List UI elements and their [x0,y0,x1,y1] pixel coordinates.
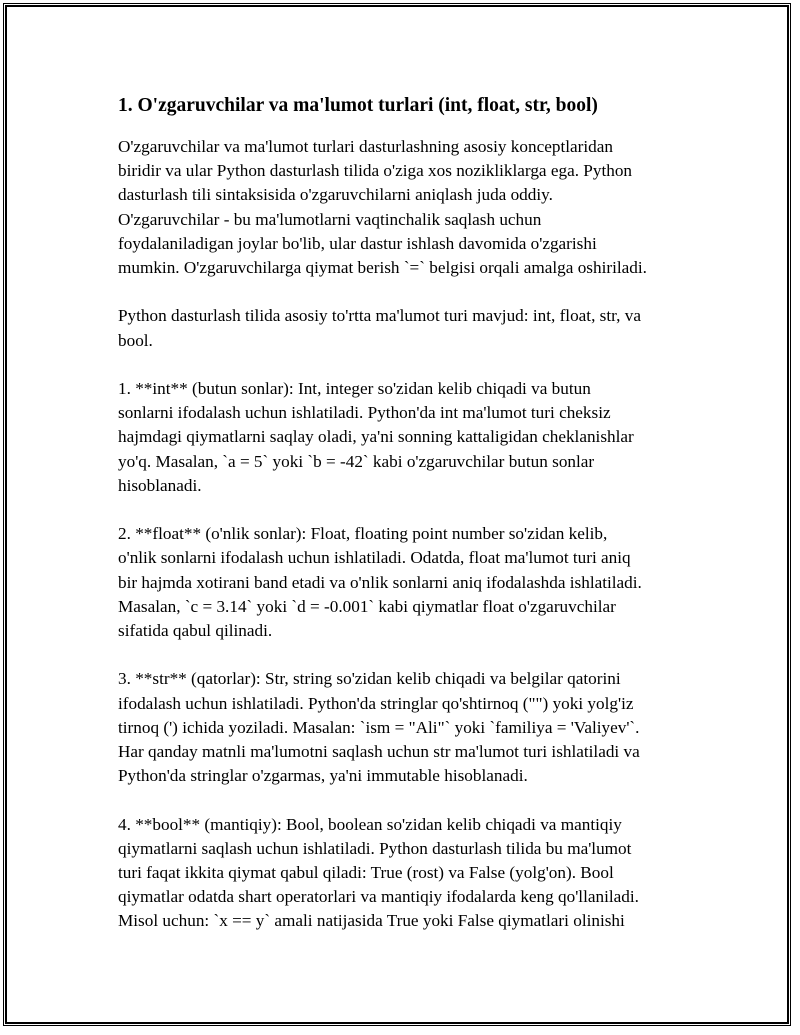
paragraph-line: turi faqat ikkita qiymat qabul qiladi: True (rost) va False (yolg'on). Bool [118,863,614,883]
document-body [118,93,698,958]
paragraph-types-overview [118,304,698,352]
paragraph-line: Python dasturlash tilida asosiy to'rtta ma'lumot turi mavjud: int, float, str, va [118,306,641,326]
paragraph-line: qiymatlarni saqlash uchun ishlatiladi. Python dasturlash tilida bu ma'lumot [118,838,632,858]
paragraph-int [118,377,698,498]
paragraph-line: yo'q. Masalan, `a = 5` yoki `b = -42` kabi o'zgaruvchilar butun sonlar [118,451,595,471]
paragraph-line: 1. **int** (butun sonlar): Int, integer so'zidan kelib chiqadi va butun [118,379,591,398]
paragraph-line: Misol uchun: `x == y` amali natijasida True yoki False qiymatlari olinishi [118,911,625,931]
paragraph-line: 4. **bool** (mantiqiy): Bool, boolean so'zidan kelib chiqadi va mantiqiy [118,814,622,834]
paragraph-line: mumkin. O'zgaruvchilarga qiymat berish `=` belgisi orqali amalga oshiriladi. [118,258,647,278]
paragraph-line: o'nlik sonlarni ifodalash uchun ishlatiladi. Odatda, float ma'lumot turi aniq [118,548,631,568]
paragraph-line: O'zgaruvchilar va ma'lumot turlari dasturlashning asosiy konceptlaridan [118,137,613,156]
paragraph-intro [118,135,698,280]
paragraph-line: O'zgaruvchilar - bu ma'lumotlarni vaqtinchalik saqlash uchun [118,209,542,229]
paragraph-line: ifodalash uchun ishlatiladi. Python'da stringlar qo'shtirnoq ("") yoki yolg'iz [118,693,634,713]
paragraph-str [118,667,698,788]
paragraph-line: Masalan, `c = 3.14` yoki `d = -0.001` kabi qiymatlar float o'zgaruvchilar [118,596,616,616]
paragraph-line: hajmdagi qiymatlarni saqlay oladi, ya'ni sonning kattaligidan cheklanishlar [118,427,634,447]
paragraph-line: qiymatlar odatda shart operatorlari va mantiqiy ifodalarda keng qo'llaniladi. [118,887,639,907]
paragraph-line: 3. **str** (qatorlar): Str, string so'zidan kelib chiqadi va belgilar qatorini [118,669,621,689]
paragraph-line: bir hajmda xotirani band etadi va o'nlik sonlarni aniq ifodalashda ishlatiladi. [118,572,642,592]
paragraph-line: sifatida qabul qilinadi. [118,621,273,641]
paragraph-float [118,522,698,643]
section-heading: 1. O'zgaruvchilar va ma'lumot turlari (int, float, str, bool) [118,95,598,116]
paragraph-line: dasturlash tili sintaksisida o'zgaruvchilarni aniqlash juda oddiy. [118,185,553,205]
paragraph-line: Har qanday matnli ma'lumotni saqlash uchun str ma'lumot turi ishlatiladi va [118,742,640,762]
paragraph-line: sonlarni ifodalash uchun ishlatiladi. Python'da int ma'lumot turi cheksiz [118,403,611,423]
paragraph-line: Python'da stringlar o'zgarmas, ya'ni immutable hisoblanadi. [118,766,528,786]
paragraph-line: biridir va ular Python dasturlash tilida o'ziga xos nozikliklarga ega. Python [118,161,633,181]
paragraph-line: 2. **float** (o'nlik sonlar): Float, floating point number so'zidan kelib, [118,524,608,544]
paragraph-bool [118,813,698,934]
paragraph-line: hisoblanadi. [118,475,202,495]
paragraph-line: tirnoq (') ichida yoziladi. Masalan: `ism = "Ali"` yoki `familiya = 'Valiyev'`. [118,717,640,737]
paragraph-line: foydalaniladigan joylar bo'lib, ular dastur ishlash davomida o'zgarishi [118,233,597,253]
paragraph-line: bool. [118,330,153,350]
